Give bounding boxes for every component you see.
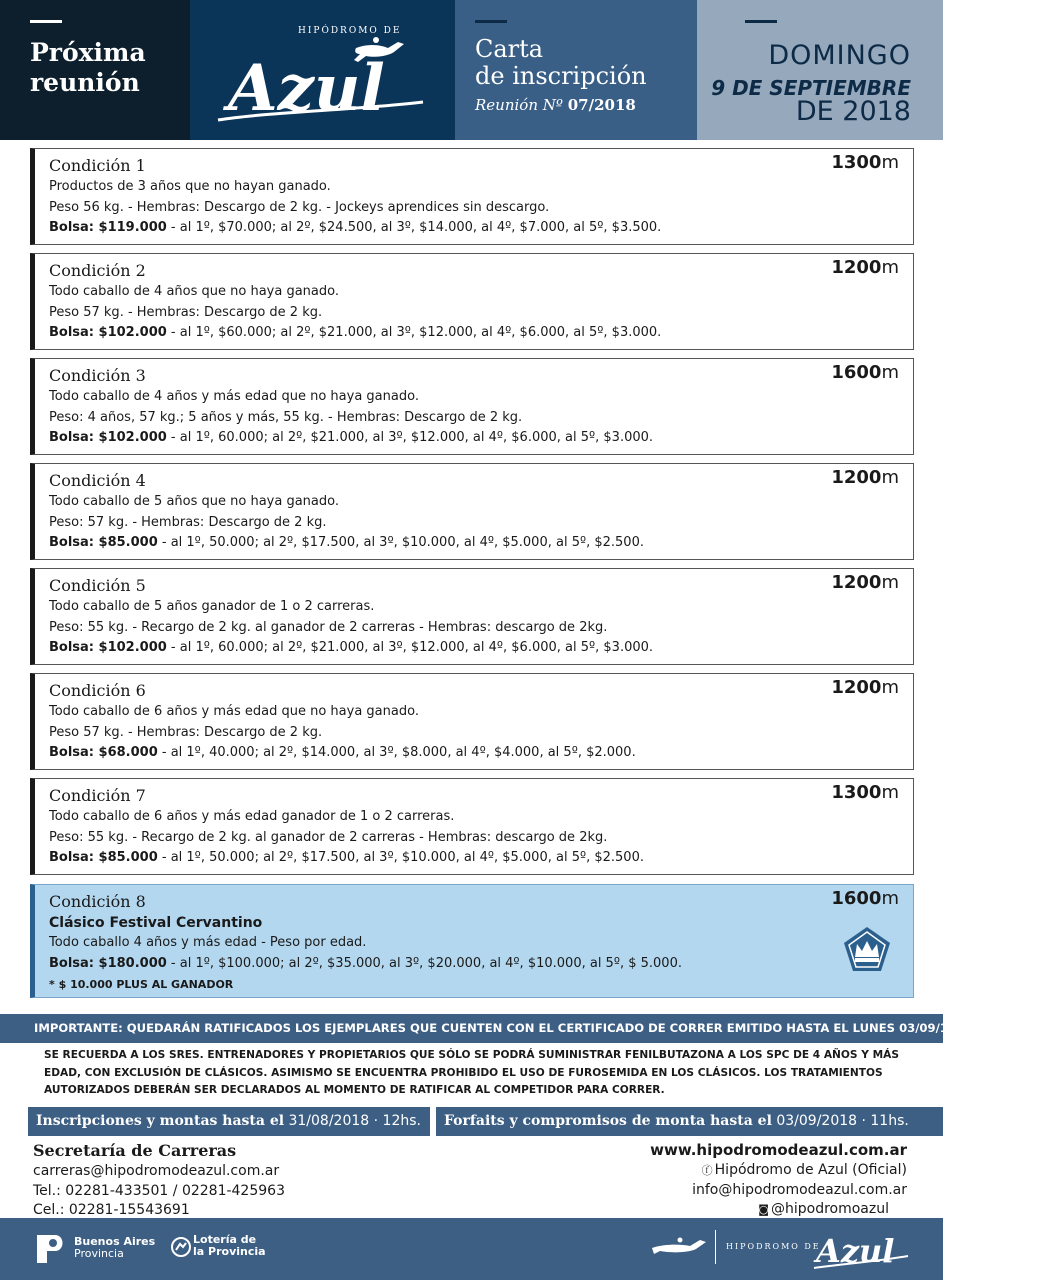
logo-hipodromo-text: HIPÓDROMO DE	[298, 26, 402, 36]
facebook-link[interactable]: ⓕ Hipódromo de Azul (Oficial)	[650, 1161, 907, 1181]
divider	[30, 20, 62, 23]
condition-title: Condición 6	[49, 681, 146, 700]
condition-card	[30, 673, 914, 770]
importante-banner: IMPORTANTE: QUEDARÁN RATIFICADOS LOS EJEMPLARES QUE CUENTEN CON EL CERTIFICADO DE CORRER EMITIDO HASTA EL LUNES 03/09/18, A LAS 12 HS.	[0, 1014, 943, 1043]
logo-azul-text: Azul	[228, 51, 385, 126]
web-contact	[650, 1140, 907, 1220]
condition-description: Todo caballo de 4 años y más edad que no haya ganado.	[49, 389, 419, 404]
condition-distance: 1600m	[831, 888, 899, 909]
condition-title: Condición 8	[49, 892, 146, 911]
instagram-link[interactable]: ◙ @hipodromoazul	[650, 1200, 889, 1220]
secretaria-contact	[33, 1140, 285, 1221]
condition-title: Condición 7	[49, 786, 146, 805]
carta-title: Carta de inscripción	[475, 35, 647, 90]
condition-distance: 1600m	[831, 362, 899, 383]
divider	[715, 1230, 716, 1264]
condition-title: Condición 4	[49, 471, 146, 490]
azul-logo	[208, 28, 438, 128]
condition-card	[30, 568, 914, 665]
condition-distance: 1200m	[831, 677, 899, 698]
condition-card	[30, 778, 914, 875]
inscripciones-deadline: Inscripciones y montas hasta el 31/08/2018 · 12hs.	[28, 1107, 430, 1136]
proxima-reunion-panel	[0, 0, 190, 140]
divider	[745, 20, 777, 23]
condition-description: Todo caballo 4 años y más edad - Peso por edad.	[49, 935, 367, 950]
condition-distance: 1300m	[831, 152, 899, 173]
condition-title: Condición 2	[49, 261, 146, 280]
condition-description: Todo caballo de 4 años que no haya ganado.	[49, 284, 339, 299]
footer	[0, 1218, 943, 1280]
condition-weight: Peso 57 kg. - Hembras: Descargo de 2 kg.	[49, 724, 323, 740]
loteria-logo-icon	[170, 1236, 192, 1258]
condition-card	[30, 463, 914, 560]
condition-distance: 1200m	[831, 257, 899, 278]
footer-azul-logo	[812, 1228, 912, 1272]
condition-bolsa: Bolsa: $102.000 - al 1º, 60.000; al 2º, $21.000, al 3º, $12.000, al 4º, $6.000, al 5º, $3.000.	[49, 430, 654, 445]
condition-title: Condición 3	[49, 366, 146, 385]
proxima-reunion-title: Próxima reunión	[30, 38, 146, 97]
secretaria-title: Secretaría de Carreras	[33, 1141, 237, 1160]
date-weekday: DOMINGO	[768, 40, 911, 71]
loteria-text: Lotería de la Provincia	[193, 1233, 266, 1258]
deadlines	[0, 1107, 943, 1136]
cell-number: Cel.: 02281-15543691	[33, 1202, 190, 1218]
condition-description: Productos de 3 años que no hayan ganado.	[49, 179, 331, 194]
condition-bolsa: Bolsa: $85.000 - al 1º, 50.000; al 2º, $17.500, al 3º, $10.000, al 4º, $5.000, al 5º, $2.500.	[49, 535, 644, 550]
condition-bolsa: Bolsa: $68.000 - al 1º, 40.000; al 2º, $14.000, al 3º, $8.000, al 4º, $4.000, al 5º, $2.000.	[49, 745, 636, 760]
condition-weight: Peso 57 kg. - Hembras: Descargo de 2 kg.	[49, 304, 323, 320]
info-email-link[interactable]: info@hipodromodeazul.com.ar	[692, 1181, 907, 1198]
phone-numbers: Tel.: 02281-433501 / 02281-425963	[33, 1182, 285, 1199]
condition-weight: Peso: 4 años, 57 kg.; 5 años y más, 55 kg. - Hembras: Descargo de 2 kg.	[49, 409, 523, 425]
facebook-icon: ⓕ	[701, 1164, 713, 1177]
date-panel	[697, 0, 943, 140]
condition-weight: Peso: 55 kg. - Recargo de 2 kg. al ganador de 2 carreras - Hembras: descargo de 2kg.	[49, 619, 608, 635]
condition-weight: Peso: 55 kg. - Recargo de 2 kg. al ganador de 2 carreras - Hembras: descargo de 2kg.	[49, 829, 608, 845]
date-day-month: 9 DE SEPTIEMBRE	[711, 76, 911, 100]
condition-description: Todo caballo de 6 años y más edad que no haya ganado.	[49, 704, 419, 719]
carta-panel	[455, 0, 697, 140]
footer-azul-text: Azul	[816, 1232, 895, 1270]
condition-bolsa: Bolsa: $102.000 - al 1º, $60.000; al 2º, $21.000, al 3º, $12.000, al 4º, $6.000, al 5º, $3.000.	[49, 325, 662, 340]
condition-description: Todo caballo de 5 años que no haya ganado.	[49, 494, 339, 509]
horse-icon	[650, 1236, 708, 1256]
condition-weight: Peso 56 kg. - Hembras: Descargo de 2 kg. - Jockeys aprendices sin descargo.	[49, 199, 550, 215]
crown-icon	[841, 925, 893, 975]
clasico-name: Clásico Festival Cervantino	[49, 915, 263, 931]
email-link[interactable]: carreras@hipodromodeazul.com.ar	[33, 1163, 280, 1179]
recuerda-notice: SE RECUERDA A LOS SRES. ENTRENADORES Y PROPIETARIOS QUE SÓLO SE PODRÁ SUMINISTRAR FENILBUTAZONA A LOS SPC DE 4 AÑOS Y MÁS EDAD, CON EXCLUSIÓN DE CLÁSICOS. ASIMISMO SE ENCUENTRA PROHIBIDO EL USO DE FUROSEMIDA EN LOS CLÁSICOS. LOS TRATAMIENTOS AUTORIZADOS DEBERÁN SER DECLARADOS AL MOMENTO DE RATIFICAR AL COMPETIDOR PARA CORRER.	[44, 1049, 899, 1096]
plus-ganador: * $ 10.000 PLUS AL GANADOR	[49, 978, 234, 991]
logo-panel	[190, 0, 455, 140]
reunion-number: Reunión Nº 07/2018	[475, 96, 636, 114]
condition-card	[30, 148, 914, 245]
condition-title: Condición 5	[49, 576, 146, 595]
condition-description: Todo caballo de 6 años y más edad ganador de 1 o 2 carreras.	[49, 809, 455, 824]
website-link[interactable]: www.hipodromodeazul.com.ar	[650, 1141, 907, 1159]
condition-description: Todo caballo de 5 años ganador de 1 o 2 carreras.	[49, 599, 375, 614]
instagram-icon: ◙	[758, 1203, 769, 1216]
condition-bolsa: Bolsa: $180.000 - al 1º, $100.000; al 2º, $35.000, al 3º, $20.000, al 4º, $10.000, al 5º, $ 5.000.	[49, 955, 682, 971]
condition-card	[30, 358, 914, 455]
buenos-aires-text: Buenos Aires Provincia	[74, 1235, 156, 1260]
condition-card	[30, 253, 914, 350]
header	[0, 0, 943, 140]
condition-title: Condición 1	[49, 156, 146, 175]
condition-bolsa: Bolsa: $102.000 - al 1º, 60.000; al 2º, $21.000, al 3º, $12.000, al 4º, $6.000, al 5º, $3.000.	[49, 640, 654, 655]
condition-distance: 1300m	[831, 782, 899, 803]
date-year: DE 2018	[795, 96, 911, 127]
condition-bolsa: Bolsa: $119.000 - al 1º, $70.000; al 2º, $24.500, al 3º, $14.000, al 4º, $7.000, al 5º, $3.500.	[49, 220, 662, 235]
condition-distance: 1200m	[831, 572, 899, 593]
divider	[475, 20, 507, 23]
condition-distance: 1200m	[831, 467, 899, 488]
condition-weight: Peso: 57 kg. - Hembras: Descargo de 2 kg.	[49, 514, 327, 530]
footer-hipodromo-text: HIPODROMO DE	[726, 1242, 821, 1251]
forfaits-deadline: Forfaits y compromisos de monta hasta el 03/09/2018 · 11hs.	[436, 1107, 943, 1136]
condition-card-clasico	[30, 884, 914, 998]
buenos-aires-logo-icon	[33, 1231, 69, 1267]
condition-bolsa: Bolsa: $85.000 - al 1º, 50.000; al 2º, $17.500, al 3º, $10.000, al 4º, $5.000, al 5º, $2.500.	[49, 850, 644, 865]
